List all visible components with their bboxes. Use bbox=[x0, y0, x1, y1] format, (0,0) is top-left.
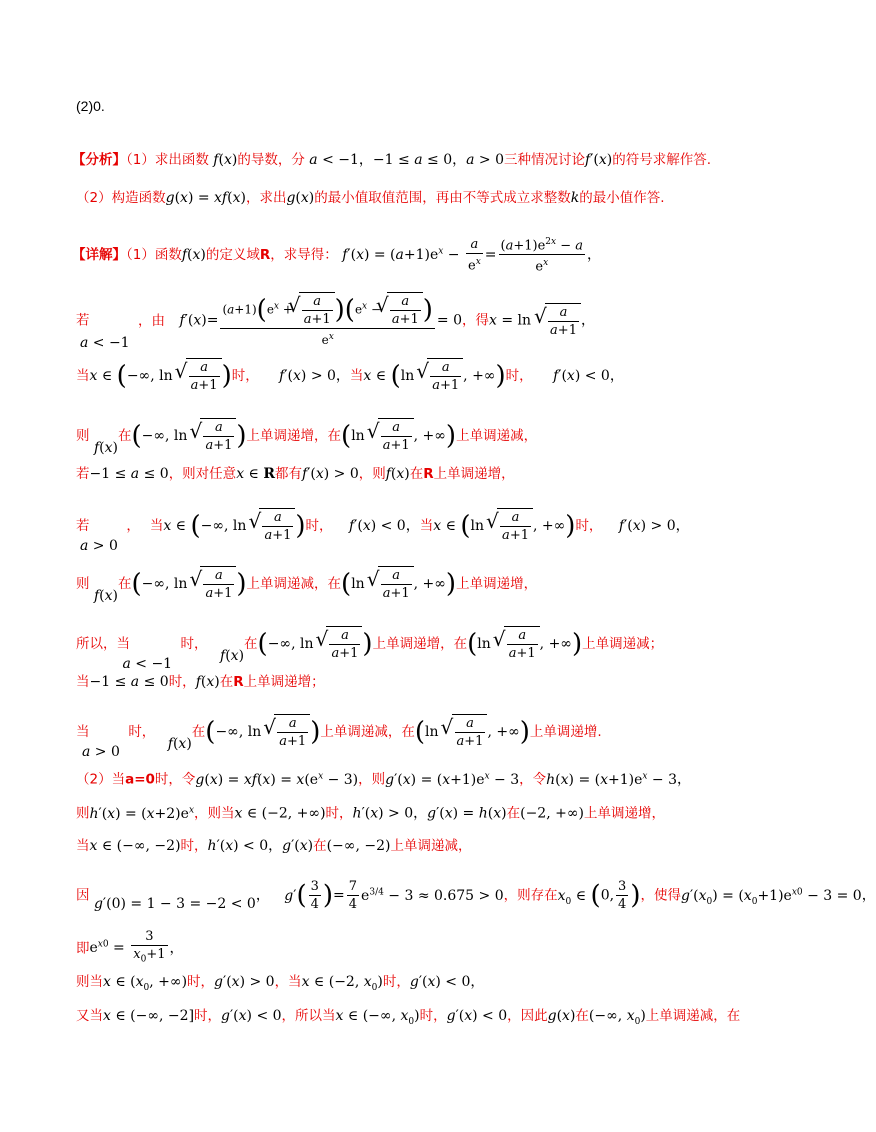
detail-line-2: 若 a < −1 ，由 f′(x)= $(a+1)(e^x$ + √ $\frac{a}{a+1}$ )($e^x$ − √ $\frac{a}{a+1}$ ) $e^x$ = 0，得x = ln √ $\frac{a}{a+1}$ ， bbox=[76, 292, 595, 349]
text: 时， bbox=[187, 974, 215, 990]
text: ，得 bbox=[462, 312, 489, 329]
text: 在 bbox=[219, 674, 234, 690]
text: 的定义域 bbox=[205, 246, 260, 263]
detail-tag: 【详解】 bbox=[72, 246, 126, 263]
text: ，则 bbox=[358, 771, 386, 788]
part2-line-2: 则$h'(x) = (x+2)e^x$，则当x ∈ (−2, +∞)时，h′(x) > 0，g′(x) = h(x)在(−2, +∞)上单调递增， bbox=[76, 805, 665, 822]
text: 当 bbox=[149, 518, 164, 534]
part2-line-5: 即$e^{x0}$ = $\frac{3}{x_0+1}$ ， bbox=[76, 929, 184, 965]
text: 在 bbox=[244, 636, 258, 652]
text: 时， bbox=[419, 1008, 447, 1024]
text: 若 bbox=[76, 312, 90, 329]
text: 因 bbox=[76, 887, 90, 904]
detail-line-9: 当−1 ≤ a ≤ 0时，f(x)在R上单调递增； bbox=[76, 674, 325, 690]
text: 的最小值作答. bbox=[579, 190, 665, 206]
text: 时， bbox=[325, 805, 353, 822]
text: ，则存在 bbox=[503, 887, 558, 904]
text: 上单调递增. bbox=[529, 724, 602, 740]
text: 当 bbox=[76, 838, 90, 854]
part2-line-6: 则当x ∈ ($x_0$, +∞)时，g′(x) > 0，当x ∈ (−2, $x_0$)时，g′(x) < 0， bbox=[76, 974, 485, 993]
text: ，由 bbox=[138, 312, 166, 329]
detail-line-10: 当 a > 0 时， f(x)在(−∞, ln √ $\frac{a}{a+1}$ )上单调递减，在(ln √ $\frac{a}{a+1}$ , +∞)上单调递增. bbox=[76, 714, 602, 750]
part-label: (2)0. bbox=[76, 98, 105, 114]
text: 当 bbox=[349, 368, 364, 384]
text: 三种情况讨论 bbox=[504, 152, 586, 168]
text: 的最小值取值范围，再由不等式成立求整数 bbox=[314, 190, 571, 206]
text: 时， bbox=[168, 674, 196, 690]
text: 所以，当 bbox=[76, 636, 130, 652]
text: 时， bbox=[505, 368, 533, 384]
text: 时， bbox=[128, 724, 156, 740]
text: 在 bbox=[575, 1008, 589, 1024]
text: 则 bbox=[76, 576, 90, 592]
text: 当 bbox=[76, 368, 90, 384]
text: ，使得 bbox=[640, 887, 681, 904]
text: 在 bbox=[401, 724, 415, 740]
text: 时， bbox=[194, 1008, 222, 1024]
text: 上单调递减， bbox=[456, 428, 538, 444]
analysis-line-1: 【分析】（1）求出函数 f(x)的导数，分 a < −1，−1 ≤ a ≤ 0，a > 0三种情况讨论f′(x)的符号求解作答. bbox=[72, 152, 712, 168]
text: R bbox=[233, 674, 244, 690]
text: 在 bbox=[409, 466, 424, 482]
detail-line-7: 则 f(x)在(−∞, ln √ $\frac{a}{a+1}$ )上单调递减，在(ln √ $\frac{a}{a+1}$ , +∞)上单调递增， bbox=[76, 566, 537, 602]
text: 时， bbox=[305, 518, 333, 534]
detail-line-3: 当x ∈ (−∞, ln √ $\frac{a}{a+1}$ )时， f′(x) > 0，当x ∈ (ln √ $\frac{a}{a+1}$ , +∞)时， f′(x) < 0， bbox=[76, 358, 624, 394]
text: R bbox=[423, 466, 434, 482]
text: ，当 bbox=[274, 974, 302, 990]
text: 的符号求解作答. bbox=[612, 152, 712, 168]
text: ，求导得： bbox=[270, 246, 338, 263]
text: 上单调递增， bbox=[433, 466, 515, 482]
text: 在 bbox=[117, 576, 132, 592]
text: 在 bbox=[117, 428, 132, 444]
detail-line-4: 则 f(x)在(−∞, ln √ $\frac{a}{a+1}$ )上单调递增，在(ln √ $\frac{a}{a+1}$ , +∞)上单调递减， bbox=[76, 418, 537, 454]
text: 时， bbox=[180, 838, 208, 854]
text: 时，令 bbox=[154, 771, 196, 788]
text: 时， bbox=[231, 368, 259, 384]
text: 在 bbox=[506, 805, 521, 822]
text: 当 bbox=[76, 724, 90, 740]
part2-line-3: 当x ∈ (−∞, −2)时，h′(x) < 0，g′(x)在(−∞, −2)上单调递减， bbox=[76, 838, 472, 854]
detail-line-1: 【详解】（1）函数f(x)的定义域R，求导得： $f'(x) = (a+1)e^x$ − $\frac{a}{e^x}$ = $\frac{(a+1)e^{2x} - a}{e^x}$ ， bbox=[72, 234, 601, 276]
text: 时， bbox=[382, 974, 410, 990]
text: ，因此 bbox=[507, 1008, 548, 1024]
text: 上单调递增； bbox=[243, 674, 325, 690]
part2-line-7: 又当x ∈ (−∞, −2]时，g′(x) < 0，所以当x ∈ (−∞, $x_0$)时，g′(x) < 0，因此g(x)在(−∞, $x_0$)上单调递减，在 bbox=[76, 1008, 741, 1027]
text: R bbox=[259, 246, 271, 263]
text: 则当 bbox=[76, 974, 103, 990]
text: 的导数，分 bbox=[237, 152, 305, 168]
text: 上单调递减， bbox=[390, 838, 472, 854]
text: 上单调递增， bbox=[246, 428, 328, 444]
text: 若 bbox=[76, 466, 90, 482]
text: 上单调递增， bbox=[583, 805, 665, 822]
text: 在 bbox=[327, 428, 342, 444]
text: 在 bbox=[327, 576, 342, 592]
text: ，令 bbox=[519, 771, 547, 788]
text: 又当 bbox=[76, 1008, 103, 1024]
text: （2）构造函数 bbox=[76, 190, 166, 206]
text: a=0 bbox=[125, 771, 155, 788]
text: ，求出 bbox=[245, 190, 287, 206]
text: （1）函数 bbox=[126, 246, 182, 263]
detail-line-5: 若−1 ≤ a ≤ 0，则对任意x ∈ R都有f′(x) > 0，则f(x)在R上单调递增， bbox=[76, 466, 515, 482]
text: 在 bbox=[453, 636, 468, 652]
text: 在 bbox=[313, 838, 327, 854]
part2-line-1: （2）当a=0时，令$g(x) = xf(x) = x(e^x - 3)$，则$g'(x) = (x+1)e^x - 3$，令$h(x) = (x+1)e^x - 3$， bbox=[76, 771, 692, 788]
text: （2）当 bbox=[76, 771, 126, 788]
text: ，则当 bbox=[194, 805, 235, 822]
text: 即 bbox=[76, 940, 90, 957]
text: ，则对任意 bbox=[168, 466, 237, 482]
text: ，则 bbox=[358, 466, 386, 482]
text: 时， bbox=[180, 636, 208, 652]
detail-line-8: 所以，当 a < −1 时， f(x)在(−∞, ln √ $\frac{a}{a+1}$ )上单调递增，在(ln √ $\frac{a}{a+1}$ , +∞)上单调递减； bbox=[76, 626, 663, 662]
text: 都有 bbox=[275, 466, 302, 482]
analysis-tag: 【分析】 bbox=[72, 152, 126, 168]
text: 则 bbox=[76, 805, 90, 822]
text: 时， bbox=[575, 518, 603, 534]
detail-line-6: 若 a > 0 ， 当x ∈ (−∞, ln √ $\frac{a}{a+1}$ )时， f′(x) < 0，当x ∈ (ln √ $\frac{a}{a+1}$ , +∞)时， f′(x) > 0， bbox=[76, 508, 690, 544]
text: 当 bbox=[76, 674, 90, 690]
text: 若 bbox=[76, 518, 90, 534]
part2-line-4: 因 g′(0) = 1 − 3 = −2 < 0， g′( $\frac{3}{4}$ )= $\frac{7}{4}$ $e^{3/4} - 3 \approx 0.675 > 0$，则存在$x_0$ ∈ (0, $\frac{3}{4}$ )，使得$g'(x_0) = (x_0+1)e^{x0} - 3 = 0$， bbox=[76, 879, 876, 912]
text: （1）求出函数 bbox=[126, 152, 209, 168]
text: 上单调递减，在 bbox=[645, 1008, 741, 1024]
text: 在 bbox=[191, 724, 206, 740]
analysis-line-2: （2）构造函数g(x) = xf(x)，求出g(x)的最小值取值范围，再由不等式成立求整数k的最小值作答. bbox=[76, 190, 665, 206]
text: 则 bbox=[76, 428, 90, 444]
text: ，所以当 bbox=[281, 1008, 336, 1024]
text: 当 bbox=[419, 518, 434, 534]
